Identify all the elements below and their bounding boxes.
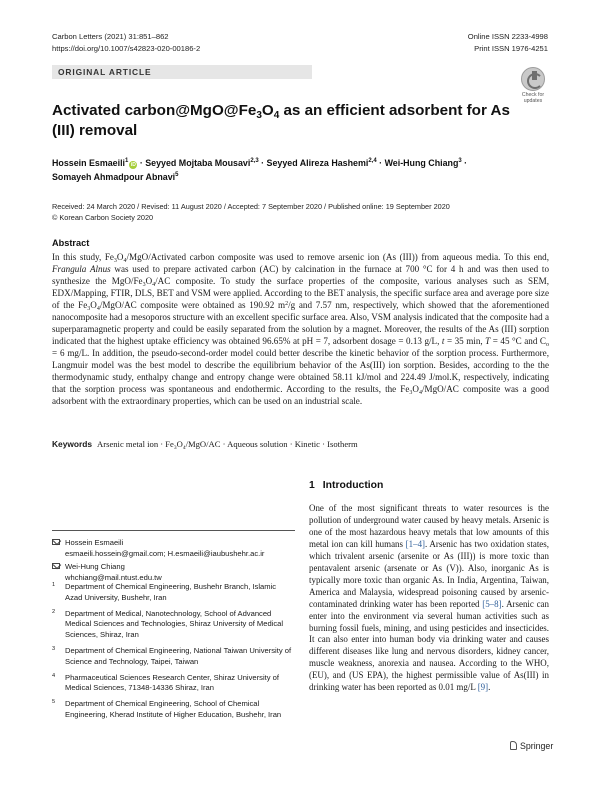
abstract-superscript: 2 (285, 301, 289, 307)
contact-entry (52, 537, 295, 559)
title-text: O (261, 102, 274, 119)
title-text: as an efficient adsorbent for As (III) removal (52, 102, 510, 139)
citation-link[interactable]: [5–8] (482, 598, 502, 609)
contact-entry (52, 561, 295, 583)
citation-link[interactable]: [9] (477, 682, 489, 693)
affiliation-number: 3 (52, 645, 56, 652)
author-affil-ref: 2,3 (250, 158, 259, 164)
contact-name: Wei-Hung Chiang (65, 562, 125, 571)
author-separator: · (137, 158, 146, 168)
envelope-icon (52, 539, 60, 545)
abstract-italic: Frangula Alnus (52, 264, 111, 274)
title-subscript: 3 (256, 110, 262, 121)
springer-horse-icon (510, 741, 517, 750)
section-number: 1 (309, 480, 315, 491)
keywords-subscript: 3 (173, 445, 177, 451)
keywords-heading: Keywords (52, 439, 93, 449)
abstract-body (52, 251, 549, 407)
abstract-text: In this study, Fe (52, 252, 114, 262)
article-history (52, 201, 450, 223)
running-header-right (468, 31, 548, 55)
envelope-icon (52, 563, 60, 569)
corresponding-authors (52, 537, 295, 585)
affiliation-list (52, 582, 295, 726)
affiliation-text: Department of Chemical Engineering, Bushehr Branch, Islamic Azad University, Bushehr, Iran (65, 582, 277, 602)
footnote-divider (52, 530, 295, 531)
abstract-text: O (116, 252, 124, 262)
keywords-text: /MgO/AC · Aqueous solution · Kinetic · Isotherm (185, 439, 358, 449)
intro-text: . (488, 682, 491, 693)
author-separator: · (258, 158, 267, 168)
keywords-line (52, 438, 549, 450)
abstract-text: O (145, 276, 153, 286)
abstract-text: = 45 °C and C (490, 336, 546, 346)
check-for-updates-badge[interactable] (517, 67, 549, 105)
orcid-icon[interactable]: iD (130, 162, 136, 168)
article-type-label: ORIGINAL ARTICLE (52, 65, 312, 79)
abstract-subscript: 4 (152, 282, 156, 288)
abstract-text: O (90, 300, 97, 310)
publisher-name: Springer (520, 741, 554, 751)
section-heading-introduction (309, 480, 383, 491)
abstract-text: = 35 min, (444, 336, 486, 346)
author-separator: · (376, 158, 385, 168)
author-name[interactable]: Somayeh Ahmadpour Abnavi (52, 172, 176, 182)
abstract-subscript: 3 (87, 306, 91, 312)
affiliation-text: Department of Medical, Nanotechnology, School of Advanced Medical Sciences and Technologies, Shiraz University of Medical Sciences, Shiraz, Iran (65, 608, 284, 639)
contact-name: Hossein Esmaeili (65, 538, 124, 547)
check-for-updates-icon (521, 67, 545, 91)
abstract-text: was used to prepare activated carbon (AC) by calcination in the furnace at 700 °C for 4 h and was then used to synthesize the MgO/Fe (52, 264, 549, 286)
abstract-italic: t (441, 336, 445, 346)
affiliation-item (52, 699, 295, 720)
affiliation-text: Department of Chemical Engineering, School of Chemical Engineering, Kherad Institute of Higher Education, Bushehr, Iran (65, 699, 282, 719)
affiliation-number: 1 (52, 582, 56, 588)
journal-citation: Carbon Letters (2021) 31:851–862 (52, 32, 169, 41)
abstract-text: O (412, 384, 419, 394)
keywords-text: Arsenic metal ion · Fe (97, 439, 174, 449)
badge-line2: updates (523, 98, 543, 104)
affiliation-number: 5 (52, 699, 56, 706)
abstract-text: = 6 mg/L. In addition, the pseudo-second-order model could better describe the kinetic behavior of the sorption process. Furthermore, Langmuir model was the best model to describe the equilibrium behavior of the As(III) ion sorption. Besides, according to the the thermodynamic study, enthalpy change and entropy change were obtained 58.11 kJ/mol and 224.49 J/mol.K, respectively, indicating that the sorption process was spontaneous and endothermic. According to the results, the Fe (52, 348, 549, 394)
abstract-heading: Abstract (52, 238, 90, 248)
author-name[interactable]: Seyyed Mojtaba Mousavi (145, 158, 251, 168)
keywords-subscript: 4 (182, 445, 186, 451)
print-issn: Print ISSN 1976-4251 (474, 44, 548, 53)
author-name[interactable]: Wei-Hung Chiang (384, 158, 459, 168)
keywords-text: O (176, 439, 183, 449)
doi-link[interactable]: https://doi.org/10.1007/s42823-020-00186-2 (52, 44, 201, 53)
intro-text: . Arsenic has two oxidation states, which trivalent arsenic (arsenite or As (III)) is more toxic than pentavalent arsenic (arsenate or As (V)). Also, inorganic As is typically more toxic than organic As. In India, Argentina, Taiwan, America and Malaysia, widespread poisoning caused by arsenic-contaminated drinking water has been reported (309, 538, 549, 609)
abstract-text: /MgO/AC composite was a good adsorbent with the extraordinary properties, which can be used on an industrial scale. (52, 384, 549, 406)
abstract-subscript: 4 (96, 306, 100, 312)
badge-line1: Check for (521, 92, 545, 98)
introduction-body (309, 503, 549, 694)
abstract-subscript: 4 (418, 390, 422, 396)
publisher-logo (510, 741, 553, 751)
abstract-text: /MgO/AC composite were obtained as 190.92 m (99, 300, 286, 310)
abstract-subscript: 3 (409, 390, 413, 396)
author-affil-ref: 3 (458, 158, 462, 164)
online-issn: Online ISSN 2233-4998 (467, 32, 548, 41)
section-title: Introduction (322, 480, 384, 491)
affiliation-item (52, 673, 295, 694)
title-subscript: 4 (273, 110, 280, 121)
author-name[interactable]: Hossein Esmaeili (52, 158, 126, 168)
affiliation-item (52, 609, 295, 641)
abstract-text: /MgO/Activated carbon composite was used to remove arsenic ion (As (III)) from aqueous media. To this end, (126, 252, 549, 262)
abstract-italic: T (485, 336, 491, 346)
author-list (52, 156, 552, 184)
author-name[interactable]: Seyyed Alireza Hashemi (266, 158, 369, 168)
author-affil-ref: 1 (125, 158, 129, 164)
article-title (52, 101, 522, 141)
abstract-text: /g and 7.57 nm, respectively, which showed that the aforementioned nanocomposite had a mesoporos structure with an excellent specific surface area. Also, VSM analysis indicated that the composite had a superparamagnetic property and could be easily separated from the solution by a magnet. Moreover, the results of the As (III) sorption indicated that the highest uptake efficiency was obtained 96.65% at pH = 7, adsorbent dosage = 0.13 g/L, (52, 300, 550, 346)
contact-email[interactable]: whchiang@mail.ntust.edu.tw (65, 573, 162, 582)
affiliation-text: Department of Chemical Engineering, National Taiwan University of Science and Technology, Taipei, Taiwan (65, 645, 292, 666)
affiliation-item (52, 582, 295, 603)
affiliation-item (52, 646, 295, 667)
affiliation-text: Pharmaceutical Sciences Research Center, Shiraz University of Medical Sciences, 71348-14336 Shiraz, Iran (65, 672, 279, 693)
citation-link[interactable]: [1–4] (405, 538, 426, 549)
abstract-text: /AC composite. To study the surface properties of the composite, various analyses such as SEM, EDX/Mapping, FTIR, DLS, BET and VSM were applied. According to the BET analysis, the specific surface area and average pore size of the Fe (52, 276, 550, 310)
abstract-subscript: 3 (113, 258, 117, 264)
contact-email[interactable]: esmaeili.hossein@gmail.com; H.esmaeili@iaubushehr.ac.ir (65, 549, 265, 558)
abstract-subscript: 3 (142, 282, 146, 288)
author-separator: · (461, 158, 468, 168)
author-affil-ref: 5 (175, 172, 179, 178)
abstract-subscript: o (545, 342, 549, 348)
title-text: Activated carbon@MgO@Fe (52, 102, 257, 119)
affiliation-number: 2 (52, 608, 56, 615)
copyright-line: © Korean Carbon Society 2020 (52, 213, 154, 222)
author-affil-ref: 2,4 (368, 158, 377, 164)
intro-text: . Arsenic can enter into the environment via several human activities such as burning fossil fuels, mining, and using pesticides and insecticides. It can also enter into human body via drinking water and causes different diseases like lung and nervous disorders, kidney cancer, muscle weakness, anorexia and nausea. According to the WHO, (EU), and (US EPA), the highest permissible value of As(III) in drinking water has been reported as 0.01 mg/L (309, 598, 549, 693)
running-header-left (52, 31, 200, 55)
abstract-subscript: 4 (123, 258, 127, 264)
history-dates: Received: 24 March 2020 / Revised: 11 August 2020 / Accepted: 7 September 2020 / Published online: 19 September 2020 (52, 202, 450, 211)
intro-text: One of the most significant threats to water resources is the pollution of underground water caused by heavy metals. Arsenic is one of the most hazardous heavy metals that low amounts of this metal ion can kill humans (309, 503, 549, 549)
affiliation-number: 4 (52, 672, 56, 679)
